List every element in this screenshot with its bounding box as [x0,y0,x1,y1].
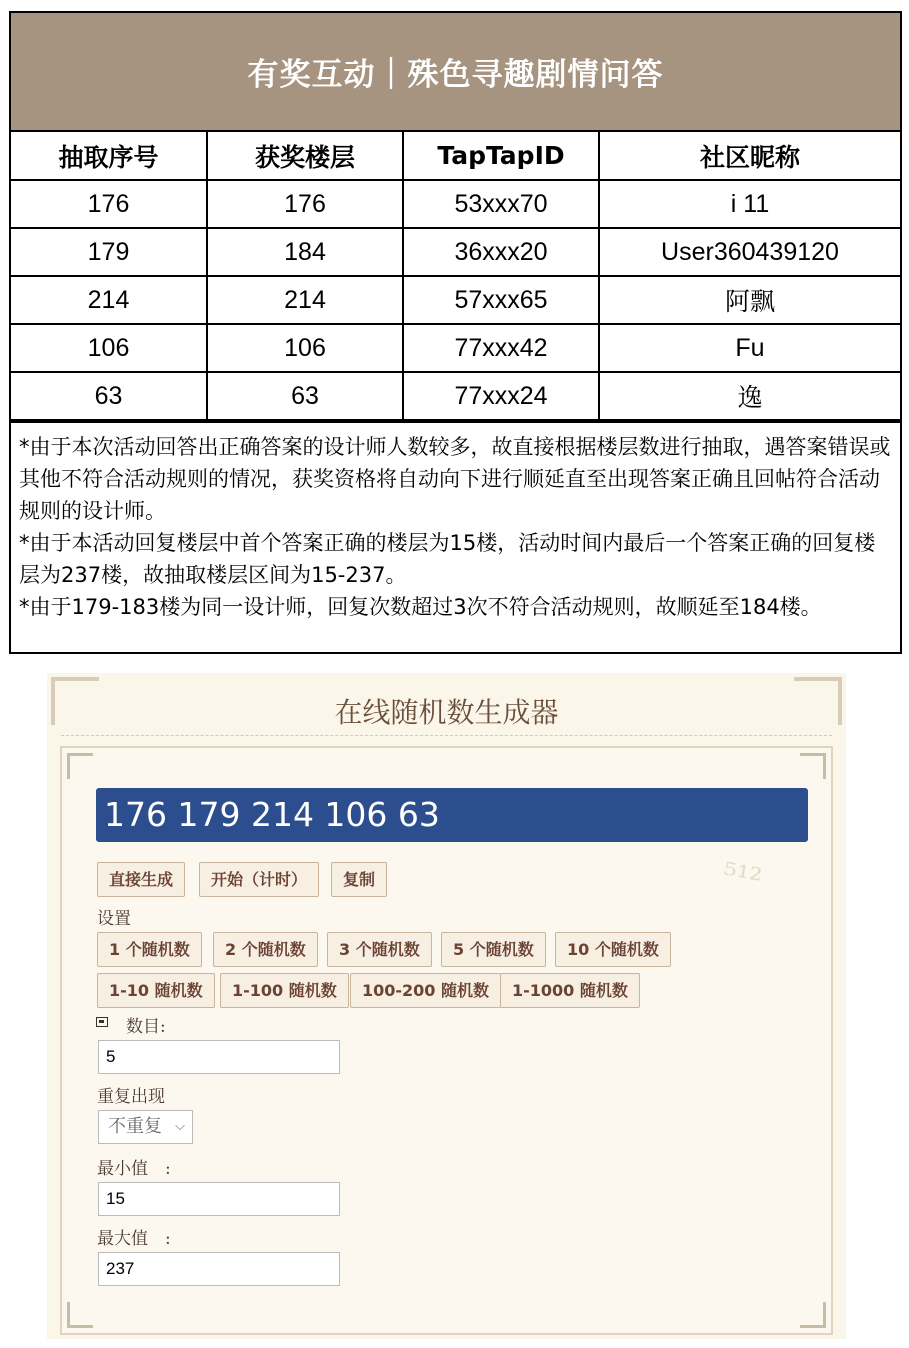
winner-table-title: 有奖互动｜殊色寻趣剧情问答 [247,57,664,93]
corner-ornament-icon [67,753,93,779]
cell-floor: 63 [207,372,403,420]
cell-nickname: 逸 [599,372,900,420]
preset-range-1-10-button[interactable]: 1-10 随机数 [97,973,215,1008]
corner-ornament-icon [800,753,826,779]
generator-title: 在线随机数生成器 [334,696,559,729]
max-input[interactable]: 237 [98,1252,340,1286]
cell-draw-number: 214 [11,276,207,324]
cell-floor: 106 [207,324,403,372]
preset-count-5-button[interactable]: 5 个随机数 [441,932,546,967]
cell-draw-number: 63 [11,372,207,420]
table-row [11,324,900,372]
column-header-floor: 获奖楼层 [207,132,403,180]
generator-panel [60,746,833,1335]
column-header-draw-number: 抽取序号 [11,132,207,180]
cell-draw-number: 106 [11,324,207,372]
timed-start-button[interactable]: 开始（计时） [199,862,319,897]
cell-nickname: i 11 [599,180,900,228]
rules-note: *由于本次活动回答出正确答案的设计师人数较多，故直接根据楼层数进行抽取，遇答案错误或其他不符合活动规则的情况，获奖资格将自动向下进行顺延直至出现答案正确且回帖符合活动规则的设计师。 [19,435,891,523]
rules-note: *由于179-183楼为同一设计师，回复次数超过3次不符合活动规则，故顺延至184楼。 [19,595,822,619]
preset-range-1-1000-button[interactable]: 1-1000 随机数 [500,973,640,1008]
repeat-select[interactable] [98,1110,193,1144]
cell-floor: 184 [207,228,403,276]
column-header-nickname: 社区昵称 [599,132,900,180]
cell-taptap-id: 77xxx42 [403,324,599,372]
copy-button[interactable]: 复制 [331,862,387,897]
title-divider [61,735,832,736]
table-header-row [11,132,900,180]
rules-notes [11,421,900,629]
number-watermark-icon: ⁵¹² [719,854,765,900]
table-row [11,276,900,324]
preset-range-1-100-button[interactable]: 1-100 随机数 [220,973,349,1008]
column-header-taptap-id: TapTapID [403,132,599,180]
cell-draw-number: 179 [11,228,207,276]
result-display: 176 179 214 106 63 [96,788,808,842]
min-label: 最小值 : [97,1159,171,1179]
table-row [11,372,900,420]
cell-taptap-id: 53xxx70 [403,180,599,228]
winner-table-card [9,11,902,654]
winner-table [11,132,900,421]
corner-ornament-icon [800,1302,826,1328]
repeat-select-value: 不重复 [108,1116,162,1137]
count-label: 数目: [126,1017,166,1037]
cell-draw-number: 176 [11,180,207,228]
count-input[interactable]: 5 [98,1040,340,1074]
table-row [11,228,900,276]
settings-label: 设置 [97,909,131,929]
cell-floor: 214 [207,276,403,324]
cell-nickname: User360439120 [599,228,900,276]
preset-range-100-200-button[interactable]: 100-200 随机数 [350,973,501,1008]
winner-table-banner [11,13,900,132]
random-number-generator [47,673,846,1339]
count-toggle-icon[interactable] [96,1017,108,1027]
max-label: 最大值 : [97,1229,171,1249]
cell-taptap-id: 77xxx24 [403,372,599,420]
cell-nickname: Fu [599,324,900,372]
generate-button[interactable]: 直接生成 [97,862,185,897]
cell-taptap-id: 57xxx65 [403,276,599,324]
preset-count-1-button[interactable]: 1 个随机数 [97,932,202,967]
min-input[interactable]: 15 [98,1182,340,1216]
table-row [11,180,900,228]
cell-floor: 176 [207,180,403,228]
corner-ornament-icon [67,1302,93,1328]
chevron-down-icon: ⌵ [175,1119,185,1134]
rules-note: *由于本活动回复楼层中首个答案正确的楼层为15楼，活动时间内最后一个答案正确的回复楼层为237楼，故抽取楼层区间为15-237。 [19,531,876,587]
preset-count-3-button[interactable]: 3 个随机数 [327,932,432,967]
repeat-label: 重复出现 [97,1087,165,1107]
preset-count-2-button[interactable]: 2 个随机数 [213,932,318,967]
preset-count-10-button[interactable]: 10 个随机数 [555,932,671,967]
cell-nickname: 阿飘 [599,276,900,324]
cell-taptap-id: 36xxx20 [403,228,599,276]
